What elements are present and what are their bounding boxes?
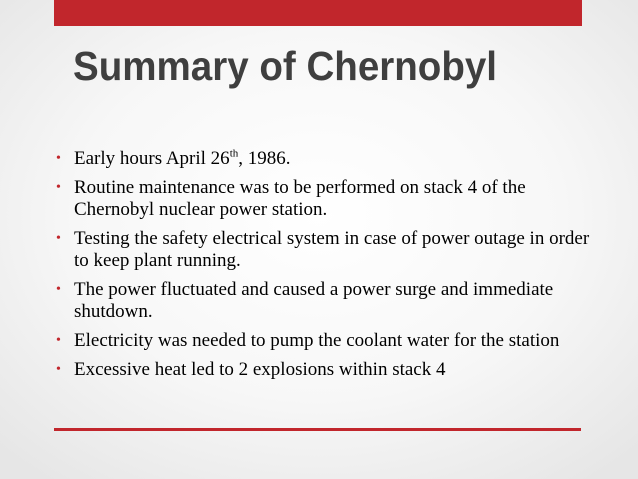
- bullet-marker-icon: •: [56, 151, 61, 166]
- bullet-marker-icon: •: [56, 282, 61, 297]
- bottom-accent-rule: [54, 428, 581, 431]
- bullet-text: Excessive heat led to 2 explosions within stack 4: [74, 359, 446, 380]
- bullet-item: [54, 228, 594, 272]
- bullet-marker-icon: •: [56, 362, 61, 377]
- bullet-marker-icon: •: [56, 180, 61, 195]
- bullet-text: The power fluctuated and caused a power surge and immediate shutdown.: [74, 279, 554, 322]
- bullet-item: [54, 359, 594, 381]
- bullet-item: [54, 279, 594, 323]
- top-accent-bar: [54, 0, 582, 26]
- bullet-marker-icon: •: [56, 231, 61, 246]
- bullet-text-pre: Early hours April 26: [74, 148, 230, 169]
- bullet-list: [54, 148, 594, 388]
- slide-title: Summary of Chernobyl: [73, 43, 498, 89]
- bullet-text: Electricity was needed to pump the coolant water for the station: [74, 330, 560, 351]
- bullet-text-superscript: th: [229, 147, 239, 160]
- bullet-text-post: , 1986.: [238, 148, 291, 169]
- bullet-item: [54, 330, 594, 352]
- bullet-item: [54, 177, 594, 221]
- bullet-text: Testing the safety electrical system in case of power outage in order to keep plant running.: [74, 228, 590, 271]
- bullet-text: Routine maintenance was to be performed on stack 4 of the Chernobyl nuclear power station.: [74, 177, 526, 220]
- bullet-item: [54, 148, 594, 170]
- bullet-marker-icon: •: [56, 333, 61, 348]
